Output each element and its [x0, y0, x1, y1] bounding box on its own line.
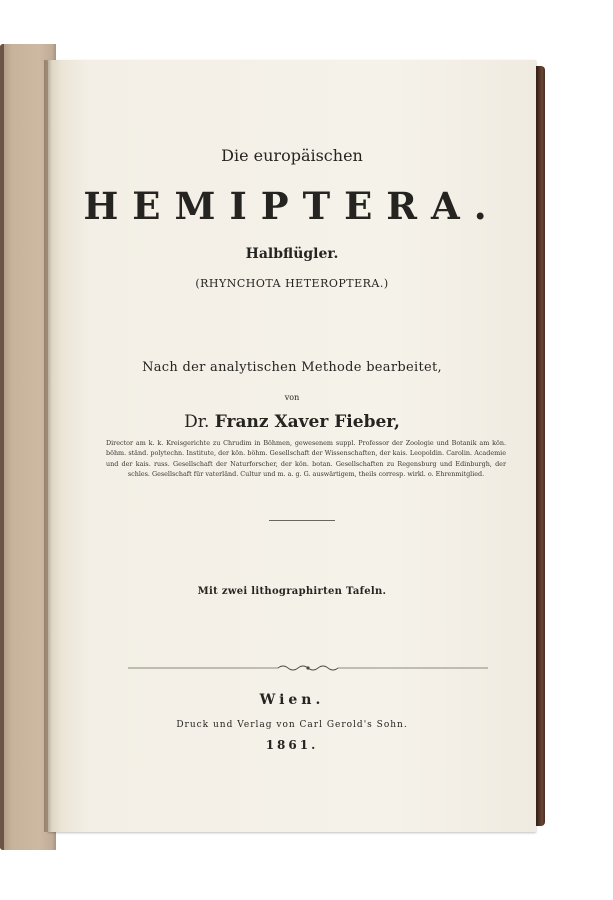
by-line: von	[284, 393, 300, 402]
gutter-shadow	[44, 60, 52, 832]
publication-year: 1861.	[265, 738, 319, 752]
author-prefix: Dr.	[184, 412, 210, 432]
main-title: HEMIPTERA.	[83, 184, 501, 228]
method-line: Nach der analytischen Methode bearbeitet,	[142, 360, 442, 375]
ornamental-rule	[128, 663, 488, 673]
title-page	[48, 60, 536, 832]
publication-city: Wien.	[259, 692, 325, 708]
author-line	[48, 412, 536, 432]
subtitle: Halbflügler.	[245, 246, 339, 262]
plates-note: Mit zwei lithographirten Tafeln.	[197, 586, 387, 597]
author-name: Franz Xaver Fieber,	[214, 412, 400, 432]
publisher-line: Druck und Verlag von Carl Gerold's Sohn.	[176, 720, 408, 730]
book-cover-edge	[0, 44, 4, 850]
title-line-1: Die europäischen	[221, 146, 363, 165]
divider-rule	[269, 520, 335, 521]
author-credentials: Director am k. k. Kreisgerichte zu Chrudim in Böhmen, gewesenem suppl. Professor der Zoologie und Botanik am kön. böhm. ständ. polytechn. Institute, der kön. böhm. Gesellschaft der Wissenschaften, der kais. Leopoldin. Carolin. Academie und der kais. russ. Gesellschaft der Naturforscher, der kön. botan. Gesellschaften zu Regensburg und Edinburgh, der schles. Gesellschaft für vaterländ. Cultur und m. a. g. G. auswärtigem, theils corresp. wirkl. o. Ehrenmitglied.	[106, 439, 506, 479]
subtitle-latin: (RHYNCHOTA HETEROPTERA.)	[195, 277, 389, 290]
